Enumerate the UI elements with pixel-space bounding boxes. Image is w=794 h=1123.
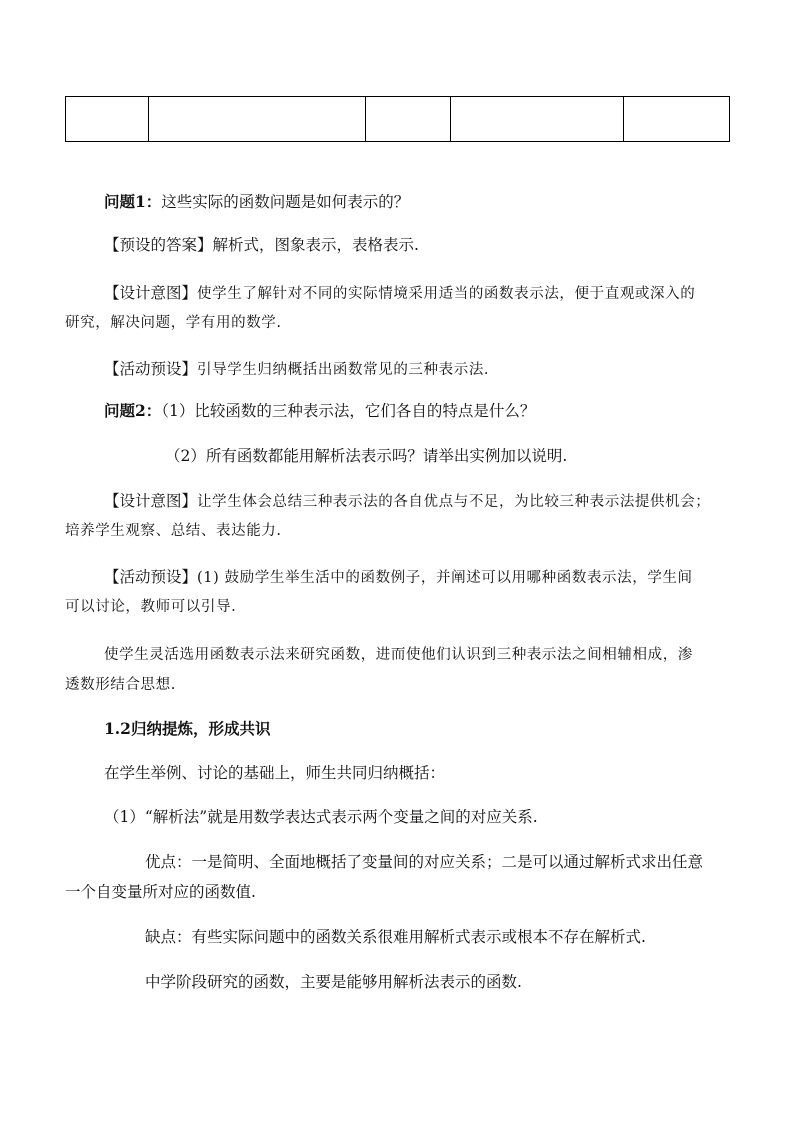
intent-line-1: 让学生体会总结三种表示法的各自优点与不足，为比较三种表示法提供机会； [197, 494, 711, 510]
summary-paragraph-line-1: 使学生灵活选用函数表示法来研究函数，进而使他们认识到三种表示法之间相辅相成，渗 [104, 647, 693, 663]
answer-text: 解析式，图象表示，表格表示. [212, 236, 419, 254]
table-cell [366, 97, 451, 142]
question-1-text: 这些实际的函数问题是如何表示的？ [161, 193, 410, 211]
table-cell [624, 97, 730, 142]
question-1 [104, 192, 409, 212]
activity-text: 引导学生归纳概括出函数常见的三种表示法. [197, 362, 490, 378]
question-2-activity-continued: 可以讨论，教师可以引导. [65, 599, 237, 615]
table-cell [149, 97, 366, 142]
question-1-intent-continued: 研究，解决问题，学有用的数学. [65, 315, 282, 331]
question-2-part-1: （1）比较函数的三种表示法，它们各自的特点是什么？ [161, 402, 536, 420]
table-cell [66, 97, 149, 142]
answer-tag: 【预设的答案】 [104, 236, 213, 254]
question-2-part-2: （2）所有函数都能用解析法表示吗？请举出实例加以说明. [165, 447, 568, 465]
activity-tag: 【活动预设】 [104, 568, 198, 586]
question-2-label: 问题2： [104, 401, 162, 420]
question-1-answer [104, 235, 419, 255]
question-2-intent-continued: 培养学生观察、总结、表达能力. [65, 523, 282, 539]
advantage-line-1: 优点：一是简明、全面地概括了变量间的对应关系；二是可以通过解析式求出任意 [145, 853, 704, 871]
advantage-line-2: 一个自变量所对应的函数值. [65, 883, 256, 901]
table-cell [451, 97, 624, 142]
intent-line-1: 使学生了解针对不同的实际情境采用适当的函数表示法，便于直观或深入的 [197, 286, 696, 302]
question-1-label: 问题1： [104, 192, 162, 211]
analytic-method-definition: （1）“解析法”就是用数学表达式表示两个变量之间的对应关系. [104, 808, 538, 826]
question-2-activity [104, 567, 693, 588]
question-2 [104, 401, 535, 421]
section-heading: 1.2归纳提炼，形成共识 [104, 719, 271, 738]
question-2-intent [104, 491, 710, 512]
table-fragment [65, 96, 730, 142]
question-1-activity [104, 359, 489, 380]
table-row [66, 97, 730, 142]
intro-text: 在学生举例、讨论的基础上，师生共同归纳概括： [104, 764, 446, 782]
activity-line-1: (1) 鼓励学生举生活中的函数例子，并阐述可以用哪种函数表示法，学生间 [197, 570, 693, 586]
disadvantage-text: 缺点：有些实际问题中的函数关系很难用解析式表示或根本不存在解析式. [145, 928, 646, 946]
activity-tag: 【活动预设】 [104, 360, 198, 378]
intent-tag: 【设计意图】 [104, 284, 198, 302]
question-1-intent [104, 283, 695, 304]
summary-paragraph-line-2: 透数形结合思想. [65, 677, 176, 693]
note-text: 中学阶段研究的函数，主要是能够用解析法表示的函数. [145, 973, 522, 991]
intent-tag: 【设计意图】 [104, 492, 198, 510]
